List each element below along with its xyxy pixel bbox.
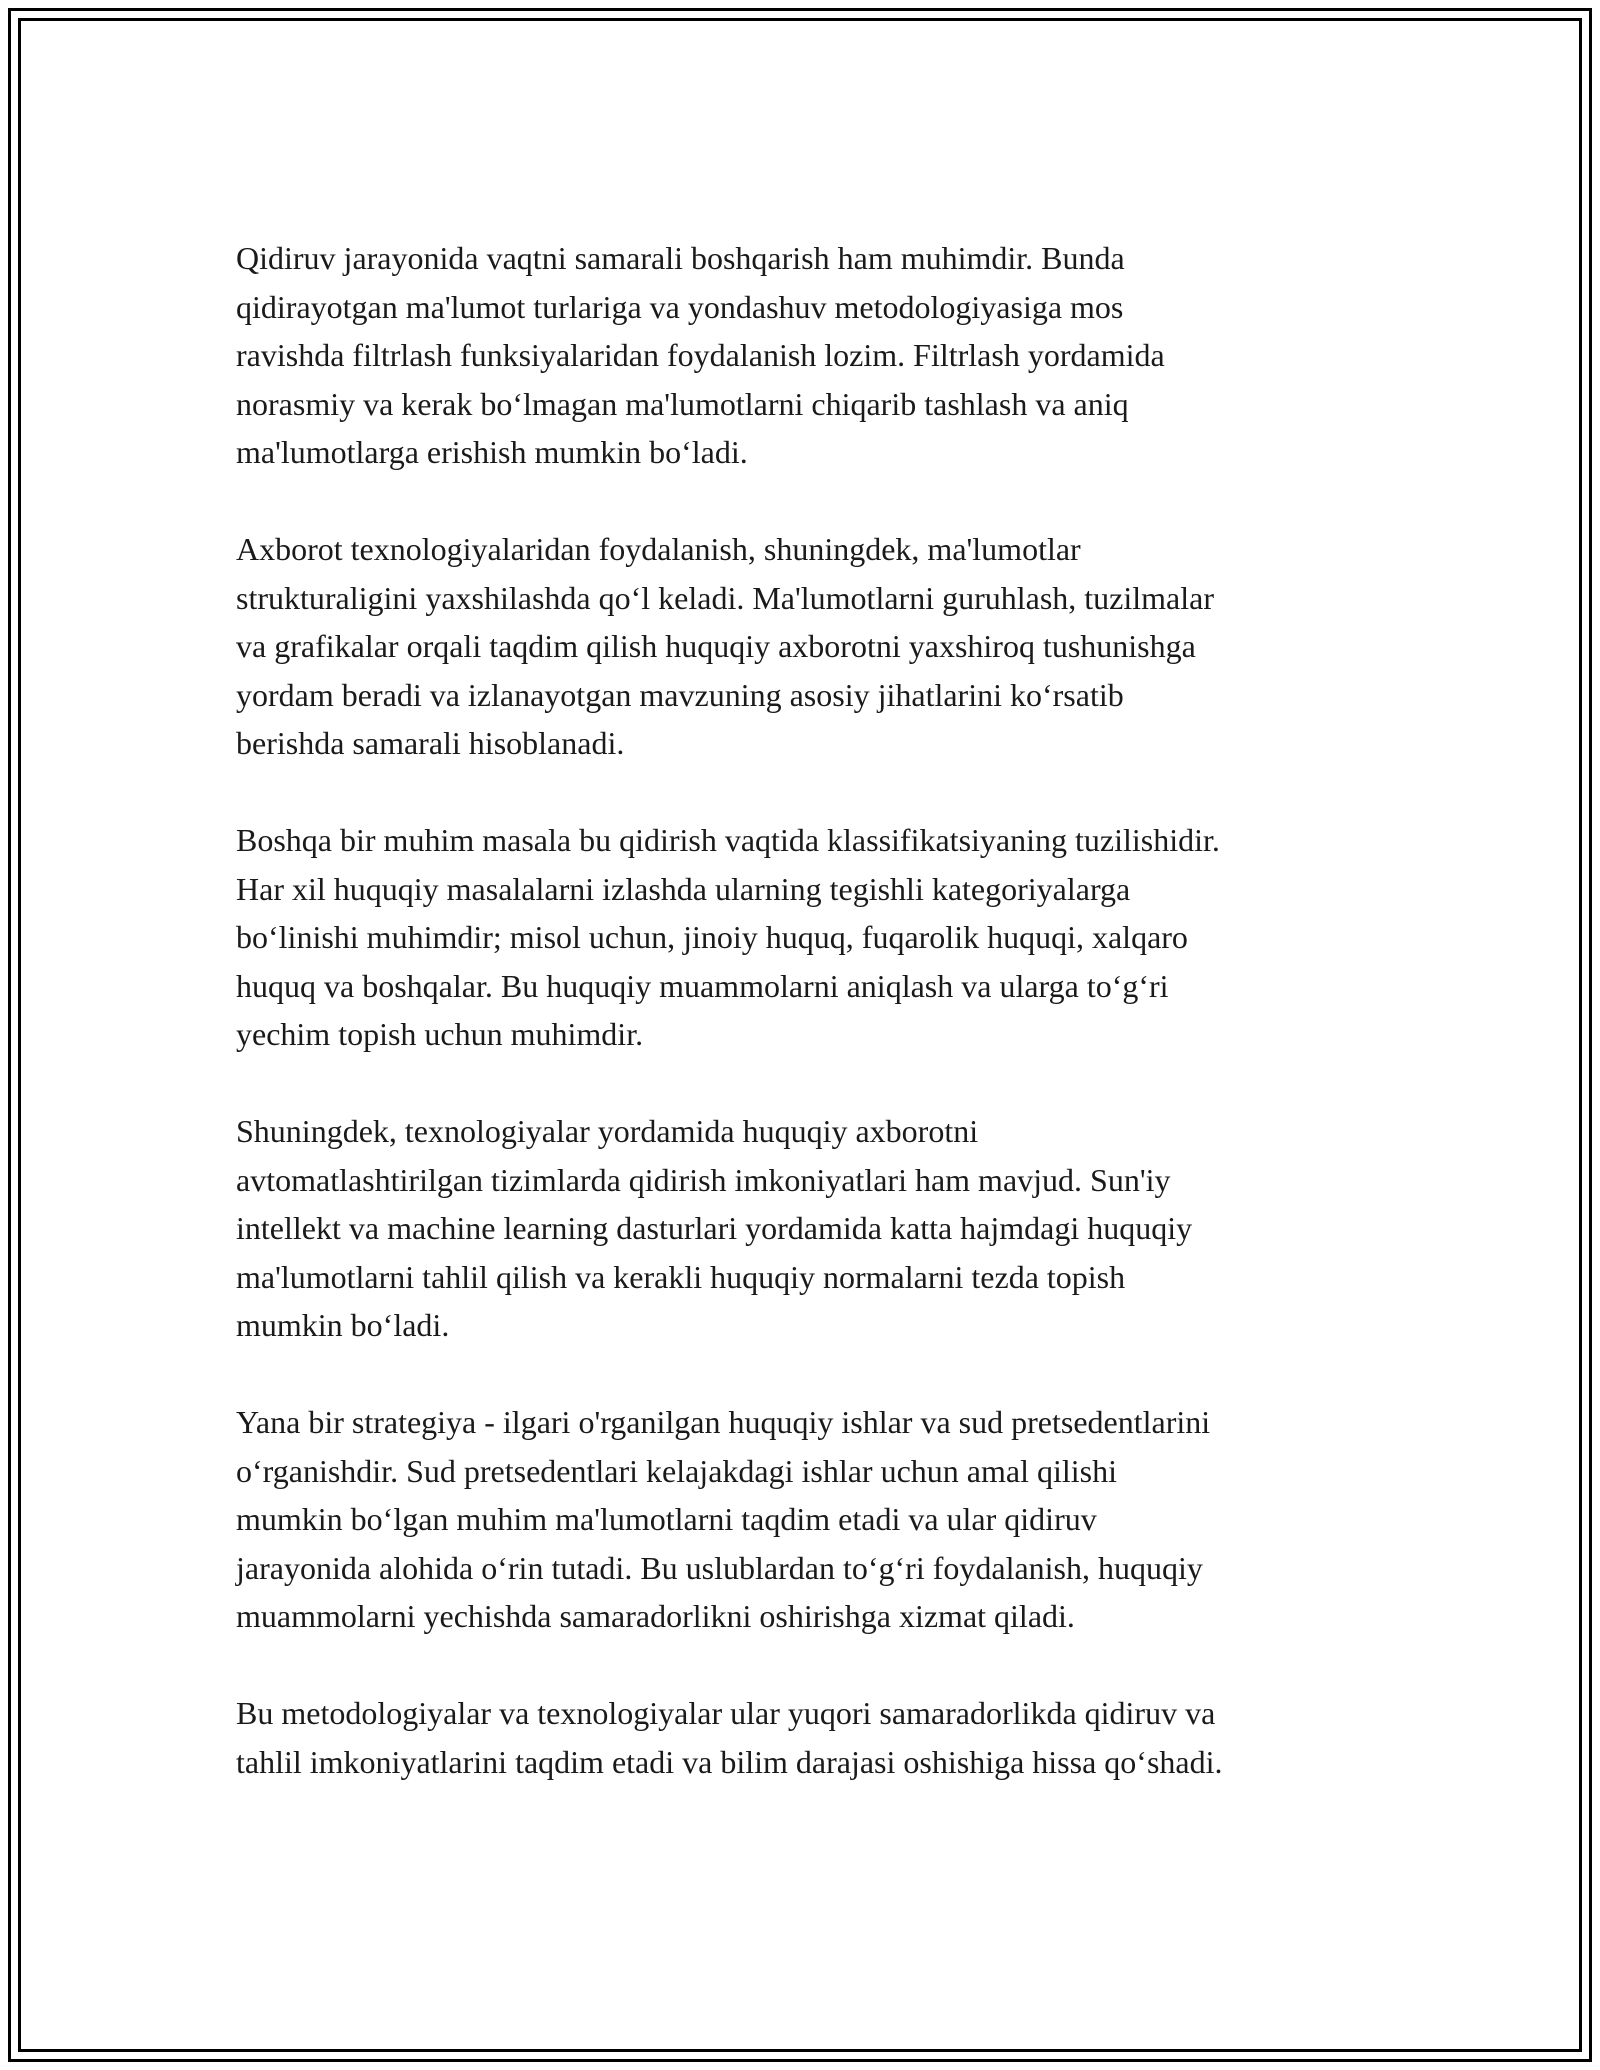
paragraph-6 <box>236 1689 1386 1786</box>
text-line: strukturaligini yaxshilashda qoʻl keladi. Ma'lumotlarni guruhlash, tuzilmalar <box>236 579 1214 616</box>
text-line: tahlil imkoniyatlarini taqdim etadi va bilim darajasi oshishiga hissa qoʻshadi. <box>236 1743 1223 1780</box>
text-line: berishda samarali hisoblanadi. <box>236 725 625 761</box>
text-line: Har xil huquqiy masalalarni izlashda ularning tegishli kategoriyalarga <box>236 870 1131 907</box>
text-line: mumkin boʻladi. <box>236 1307 450 1343</box>
text-line: mumkin boʻlgan muhim ma'lumotlarni taqdim etadi va ular qidiruv <box>236 1501 1097 1537</box>
text-line: qidirayotgan ma'lumot turlariga va yondashuv metodologiyasiga mos <box>236 288 1124 325</box>
text-line: ma'lumotlarni tahlil qilish va kerakli huquqiy normalarni tezda topish <box>236 1258 1126 1295</box>
text-line: Yana bir strategiya - ilgari o'rganilgan huquqiy ishlar va sud pretsedentlarini <box>236 1404 1211 1440</box>
text-line: norasmiy va kerak boʻlmagan ma'lumotlarni chiqarib tashlash va aniq <box>236 385 1129 422</box>
paragraph-5 <box>236 1398 1386 1641</box>
paragraph-4 <box>236 1107 1386 1350</box>
text-line: va grafikalar orqali taqdim qilish huquqiy axborotni yaxshiroq tushunishga <box>236 628 1196 664</box>
text-line: Qidiruv jarayonida vaqtni samarali boshqarish ham muhimdir. Bunda <box>236 240 1125 276</box>
text-line: oʻrganishdir. Sud pretsedentlari kelajakdagi ishlar uchun amal qilishi <box>236 1452 1117 1489</box>
text-line: boʻlinishi muhimdir; misol uchun, jinoiy huquq, fuqarolik huquqi, xalqaro <box>236 919 1188 955</box>
text-line: jarayonida alohida oʻrin tutadi. Bu uslublardan toʻgʻri foydalanish, huquqiy <box>236 1549 1203 1586</box>
text-line: yordam beradi va izlanayotgan mavzuning asosiy jihatlarini koʻrsatib <box>236 676 1124 713</box>
text-line: Shuningdek, texnologiyalar yordamida huquqiy axborotni <box>236 1113 979 1149</box>
text-line: muammolarni yechishda samaradorlikni oshirishga xizmat qiladi. <box>236 1598 1075 1634</box>
text-line: Boshqa bir muhim masala bu qidirish vaqtida klassifikatsiyaning tuzilishidir. <box>236 822 1220 858</box>
text-line: Bu metodologiyalar va texnologiyalar ular yuqori samaradorlikda qidiruv va <box>236 1695 1216 1731</box>
text-line: avtomatlashtirilgan tizimlarda qidirish imkoniyatlari ham mavjud. Sun'iy <box>236 1161 1171 1198</box>
text-line: yechim topish uchun muhimdir. <box>236 1016 644 1052</box>
text-line: huquq va boshqalar. Bu huquqiy muammolarni aniqlash va ularga toʻgʻri <box>236 967 1169 1004</box>
text-line: intellekt va machine learning dasturlari yordamida katta hajmdagi huquqiy <box>236 1210 1193 1246</box>
paragraph-2 <box>236 525 1386 768</box>
text-line: Axborot texnologiyalaridan foydalanish, shuningdek, ma'lumotlar <box>236 531 1081 567</box>
paragraph-1 <box>236 234 1386 477</box>
document-body <box>236 234 1386 1835</box>
text-line: ravishda filtrlash funksiyalaridan foydalanish lozim. Filtrlash yordamida <box>236 337 1165 373</box>
text-line: ma'lumotlarga erishish mumkin boʻladi. <box>236 434 748 470</box>
paragraph-3 <box>236 816 1386 1059</box>
